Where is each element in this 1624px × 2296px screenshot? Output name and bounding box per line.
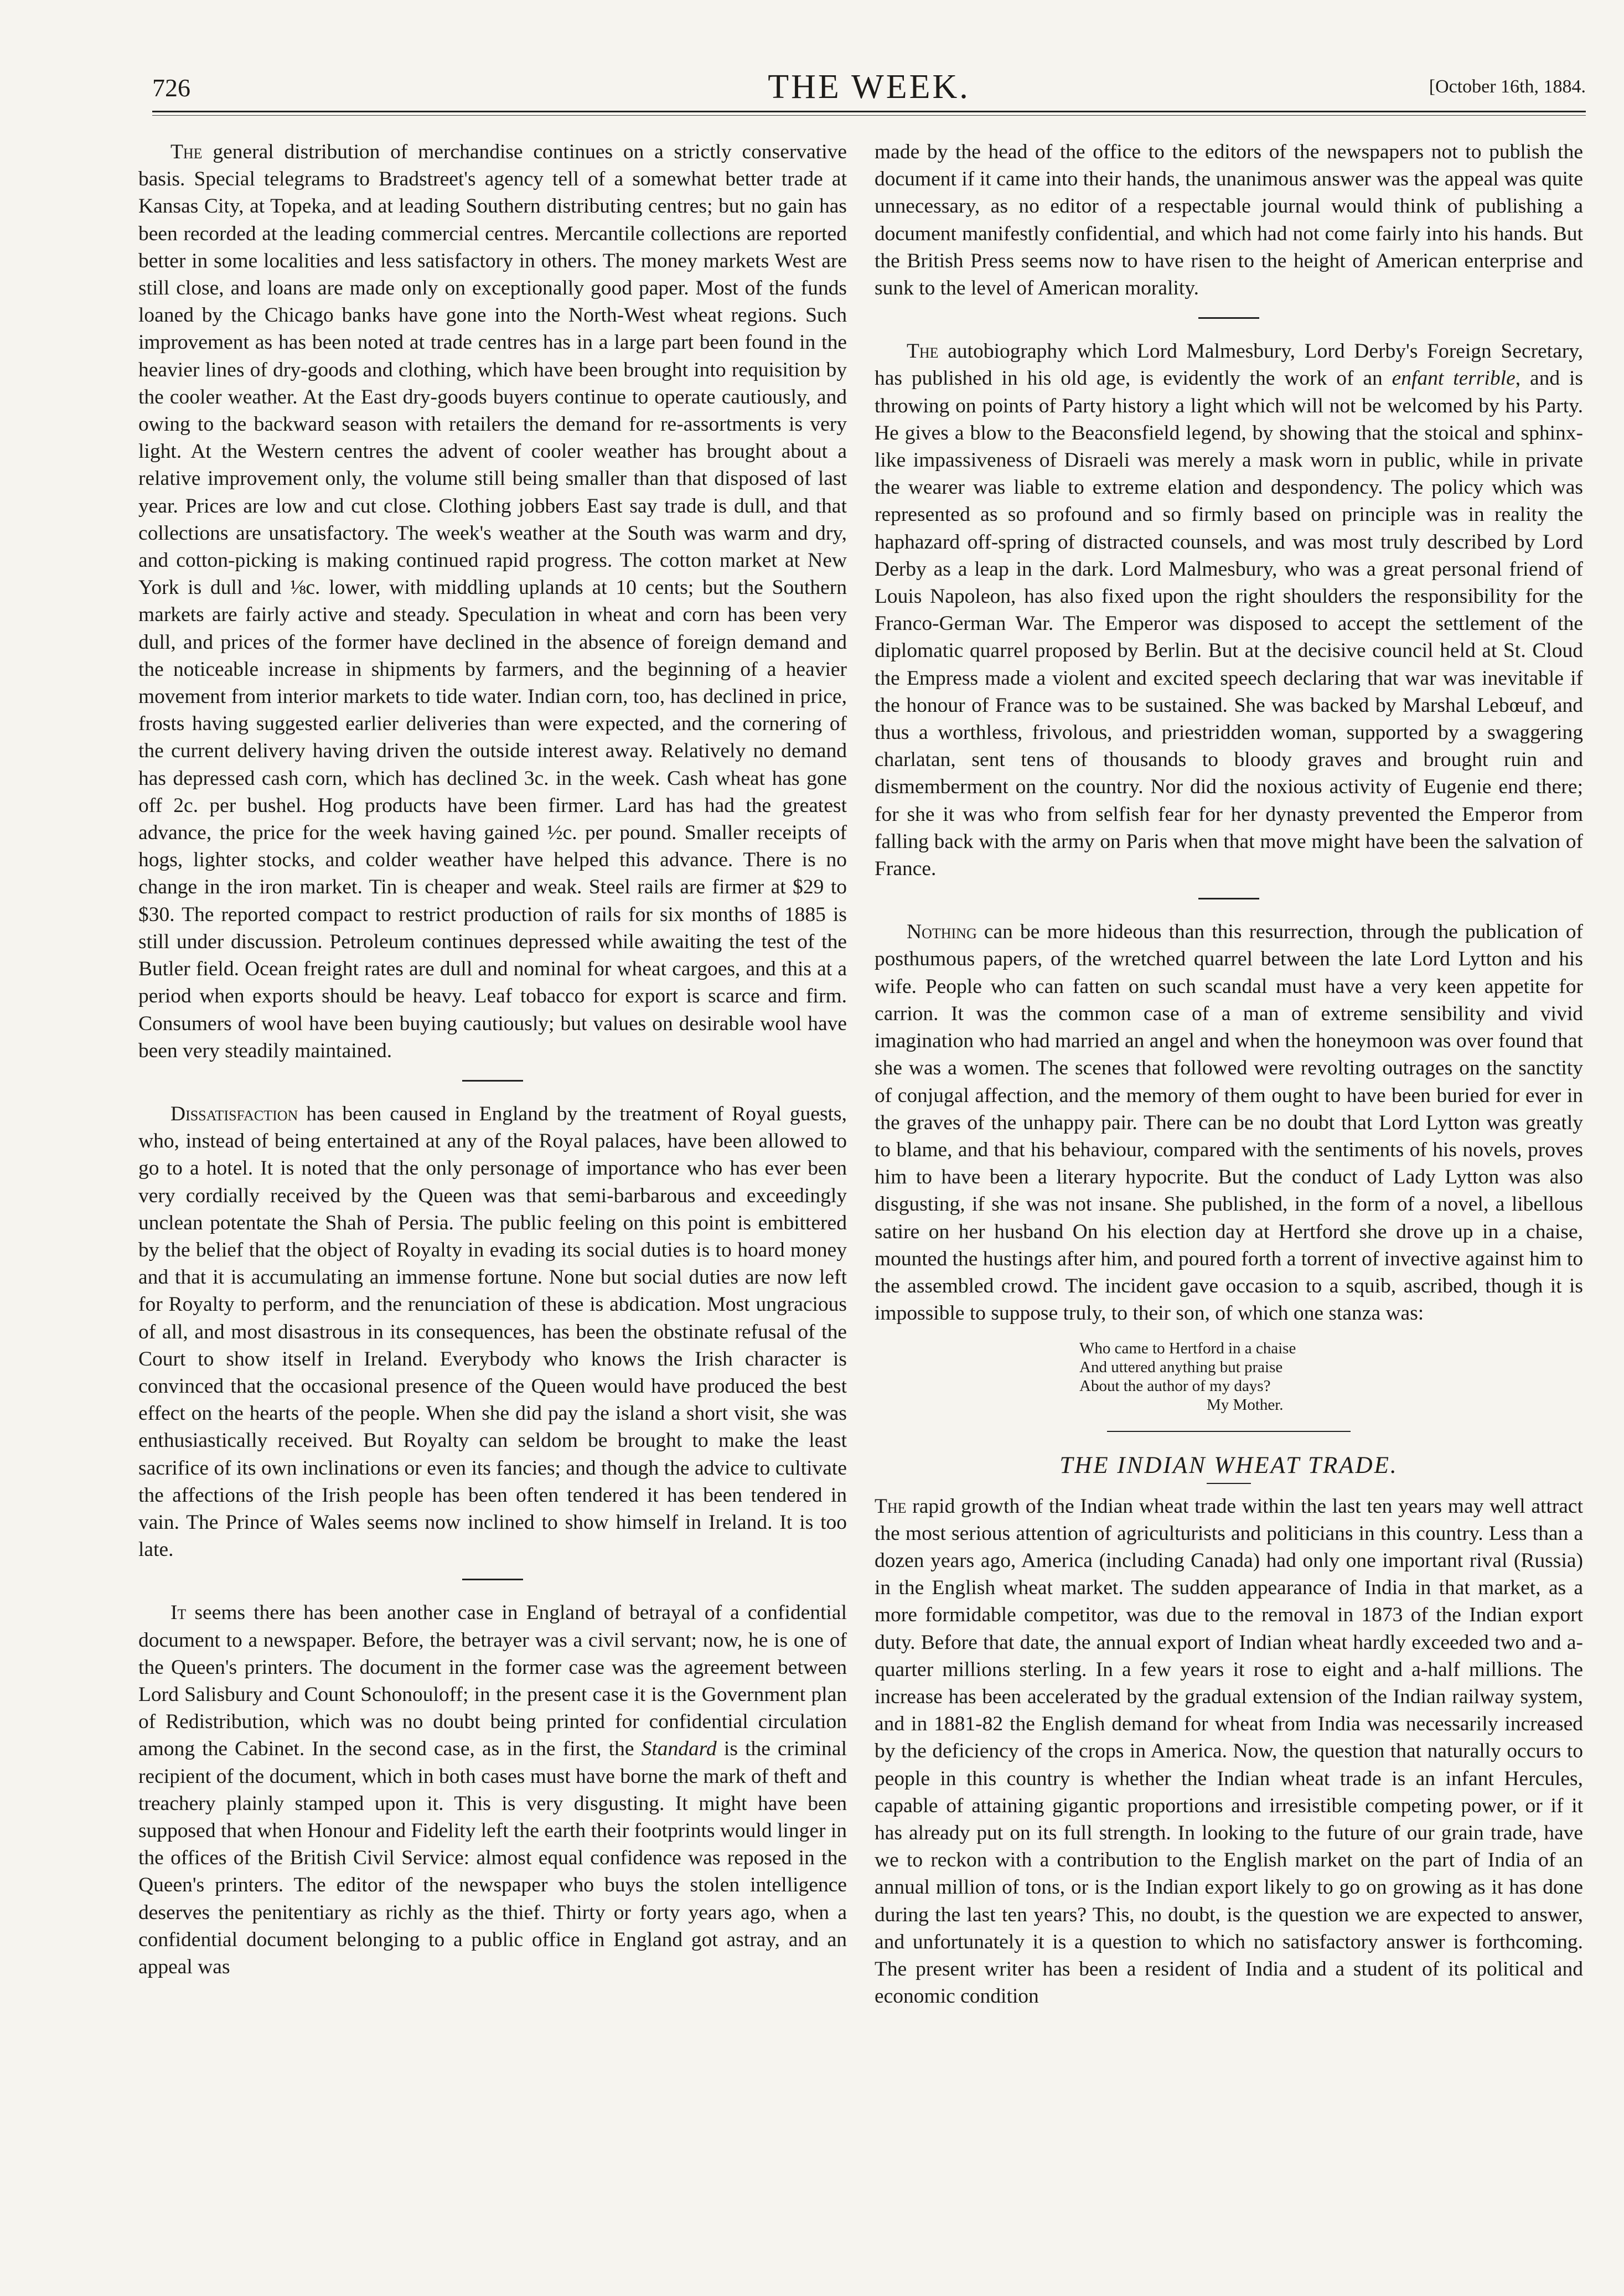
article-divider bbox=[1107, 1431, 1351, 1432]
paragraph-betrayal bbox=[138, 1599, 847, 1980]
publication-title: THE WEEK. bbox=[768, 68, 970, 106]
paragraph-text: seems there has been another case in England of betrayal of a confidential document to a newspaper. Before, the betrayer was a civil servant; now, he is one of the Queen's printers. The document in the former case was the agreement between Lord Salisbury and Count Schonouloff; in the present case it is the Government plan of Redistribution, which was no doubt being printed for confidential circulation among the Cabinet. In the second case, as in the first, the bbox=[138, 1601, 847, 1761]
lead-word: It bbox=[170, 1601, 187, 1625]
verse-stanza bbox=[1079, 1339, 1583, 1414]
paragraph-royal-guests bbox=[138, 1100, 847, 1563]
page-number: 726 bbox=[152, 74, 190, 102]
paragraph-lytton bbox=[875, 918, 1583, 1327]
verse-signature: My Mother. bbox=[1207, 1396, 1284, 1414]
verse-line: Who came to Hertford in a chaise bbox=[1079, 1340, 1296, 1358]
paragraph-betrayal-continued: made by the head of the office to the editors of the newspapers not to publish the document if it came into their hands, the unanimous answer was the appeal was quite unnecessary, as no editor of a respectable journal would think of publishing a document manifestly confidential, and which had not come fairly into his hands. But the British Press seems now to have risen to the height of American enterprise and sunk to the level of American morality. bbox=[875, 141, 1583, 300]
paragraph-malmesbury bbox=[875, 338, 1583, 882]
verse-line: About the author of my days? bbox=[1079, 1377, 1271, 1395]
lead-word: Nothing bbox=[907, 921, 977, 944]
page-header bbox=[152, 68, 1586, 112]
paragraph-merchandise bbox=[138, 138, 847, 1064]
lead-word: The bbox=[907, 340, 939, 363]
lead-word: The bbox=[875, 1495, 907, 1518]
paragraph-text: , and is throwing on points of Party history a light which will not be welcomed by his Party. He gives a blow to the Beaconsfield legend, by showing that the stoical and sphinx-like impassiveness of Disraeli was merely a mask worn in public, while in private the wearer was liable to extreme elation and despondency. The policy which was represented as so profound and so firmly based on principle was in reality the haphazard off-spring of distracted counsels, and was most truly described by Lord Derby as a leap in the dark. Lord Malmesbury, who was a great personal friend of Louis Napoleon, has also fixed upon the right shoulders the responsibility for the Franco-German War. The Emperor was disposed to accept the settlement of the diplomatic quarrel proposed by Berlin. But at the decisive council held at St. Cloud the Empress made a violent and excited speech declaring that war was inevitable if the honour of France was to be sustained. She was backed by Marshal Lebœuf, and thus a worthless, frivolous, and priestridden woman, supported by a swaggering charlatan, sent tens of thousands to bloody graves and brought ruin and dismemberment on the country. Nor did the noxious activity of Eugenie end there; for she it was who from selfish fear for her dynasty prevented the Emperor from falling back with the army on Paris when that move might have been the salvation of France. bbox=[875, 367, 1583, 881]
right-column bbox=[875, 138, 1583, 2010]
issue-date: [October 16th, 1884. bbox=[1429, 76, 1586, 97]
header-rule-thin bbox=[152, 115, 1586, 116]
newspaper-name: Standard bbox=[641, 1737, 717, 1761]
left-column bbox=[138, 138, 847, 1980]
header-rule bbox=[152, 111, 1586, 112]
paragraph-text: can be more hideous than this resurrection, through the publication of posthumous papers, of the wretched quarrel between the late Lord Lytton and his wife. People who can fatten on such scandal must have a very keen appetite for carrion. It was the common case of a man of extreme sensibility and vivid imagination who had married an angel and when the honeymoon was over found that she was a women. The scenes that followed were revolting outrages on the sanctity of conjugal affection, and the memory of them ought to have been buried for ever in the graves of the unhappy pair. There can be no doubt that Lord Lytton was greatly to blame, and that his behaviour, compared with the sentiments of his novels, proves him to have been a literary hypocrite. But the conduct of Lady Lytton was also disgusting, if she was not insane. She published, in the form of a novel, a libellous satire on her husband On his election day at Hertford she drove up in a chaise, mounted the hustings after him, and poured forth a torrent of invective against him to the assembled crowd. The incident gave occasion to a squib, ascribed, though it is impossible to suppose truly, to their son, of which one stanza was: bbox=[875, 921, 1583, 1325]
title-underline bbox=[1207, 1483, 1251, 1484]
lead-word: Dissatisfaction bbox=[170, 1102, 298, 1125]
section-divider bbox=[1198, 317, 1259, 319]
italic-phrase: enfant terrible bbox=[1392, 367, 1516, 390]
section-divider bbox=[1198, 898, 1259, 899]
paragraph-text: autobiography which Lord Malmesbury, Lord Derby's Foreign Secretary, has published in his old age, is evidently the work of an bbox=[875, 340, 1583, 390]
paragraph-text: rapid growth of the Indian wheat trade within the last ten years may well attract the most serious attention of agriculturists and politicians in this country. Less than a dozen years ago, America (including Canada) had only one important rival (Russia) in the English wheat market. The sudden appearance of India in that market, as a more formidable competitor, was due to the removal in 1873 of the Indian export duty. Before that date, the annual export of Indian wheat hardly exceeded two and a-quarter millions sterling. In a few years it rose to eight and a-half millions. The increase has been accelerated by the gradual extension of the Indian railway system, and in 1881-82 the English demand for wheat from India was necessarily increased by the deficiency of the crops in America. Now, the question that naturally occurs to people in this country is whether the Indian wheat trade is an infant Hercules, capable of attaining gigantic proportions and irresistible competing power, or if it has already put on its full strength. In looking to the future of our grain trade, have we to reckon with a contribution to the English market on the part of India of an annual million of tons, or is the Indian export likely to go on growing as it has done during the last ten years? This, no doubt, is the question we are expected to answer, and unfortunately it is a question to which no satisfactory answer is forthcoming. The present writer has been a resident of India and a student of its political and economic condition bbox=[875, 1495, 1583, 2008]
paragraph-indian-wheat bbox=[875, 1493, 1583, 2010]
verse-line: And uttered anything but praise bbox=[1079, 1358, 1283, 1377]
paragraph-text: has been caused in England by the treatment of Royal guests, who, instead of being entertained at any of the Royal palaces, have been allowed to go to a hotel. It is noted that the only personage of importance who has ever been very cordially received by the Queen was that semi-barbarous and exceedingly unclean potentate the Shah of Persia. The public feeling on this point is embittered by the belief that the object of Royalty in evading its social duties is to hoard money and that it is accumulating an immense fortune. None but social duties are now left for Royalty to perform, and the renunciation of these is abdication. Most ungracious of all, and most disastrous in its consequences, has been the obstinate refusal of the Court to show itself in Ireland. Everybody who knows the Irish character is convinced that the occasional presence of the Queen would have produced the best effect on the hearts of the people. When she did pay the island a short visit, she was enthusiastically received. But Royalty can seldom be brought to make the least sacrifice of its own inclinations or even its fancies; and though the advice to cultivate the affections of the Irish people has been often tendered it has been tendered in vain. The Prince of Wales seems now inclined to show himself in Ireland. It is too late. bbox=[138, 1102, 847, 1561]
paragraph-text: general distribution of merchandise continues on a strictly conservative basis. Special telegrams to Bradstreet's agency tell of a somewhat better trade at Kansas City, at Topeka, and at leading Southern distributing centres; but no gain has been recorded at the leading commercial centres. Mercantile collections are reported better in some localities and less satisfactory in others. The money markets West are still close, and loans are made only on exceptionally good paper. Most of the funds loaned by the Chicago banks have gone into the North-West wheat regions. Such improvement as has been noted at trade centres has in a large part been found in the heavier lines of dry-goods and clothing, which have been brought into requisition by the cooler weather. At the East dry-goods buyers continue to operate cautiously, and owing to the backward season with retailers the demand for re-assortments is very light. At the Western centres the advent of cooler weather has brought about a relative improvement only, the volume still being smaller than that disposed of last year. Prices are low and cut close. Clothing jobbers East say trade is dull, and that collections are unsatisfactory. The week's weather at the South was warm and dry, and cotton-picking is making continued rapid progress. The cotton market at New York is dull and ⅛c. lower, with middling uplands at 10 cents; but the Southern markets are fairly active and steady. Speculation in wheat and corn has been very dull, and prices of the former have declined in the absence of foreign demand and the noticeable increase in shipments by farmers, and the beginning of a heavier movement from interior markets to tide water. Indian corn, too, has declined in price, frosts having suggested earlier deliveries than were expected, and the cornering of the current delivery having driven the outside interest away. Relatively no demand has depressed cash corn, which has declined 3c. in the week. Cash wheat has gone off 2c. per bushel. Hog products have been firmer. Lard has had the greatest advance, the price for the week having gained ½c. per pound. Smaller receipts of hogs, lighter stocks, and colder weather have helped this advance. There is no change in the iron market. Tin is cheaper and weak. Steel rails are firmer at $29 to $30. The reported compact to restrict production of rails for six months of 1885 is still under discussion. Petroleum continues depressed while awaiting the test of the Butler field. Ocean freight rates are dull and nominal for wheat cargoes, and this at a period when exports should be heavy. Leaf tobacco for export is scarce and firm. Consumers of wool have been buying cautiously; but values on desirable wool have been very steadily maintained. bbox=[138, 141, 847, 1062]
section-divider bbox=[462, 1579, 523, 1580]
section-divider bbox=[462, 1080, 523, 1082]
paragraph-text: is the criminal recipient of the document, which in both cases must have borne the mark of theft and treachery plainly stamped upon it. This is very disgusting. It might have been supposed that when Honour and Fidelity left the earth their footprints would linger in the offices of the British Civil Service: almost equal confidence was reposed in the Queen's printers. The editor of the newspaper who buys the stolen intelligence deserves the penitentiary as richly as the thief. Thirty or forty years ago, when a confidential document belonging to a public office in England got astray, and an appeal was bbox=[138, 1737, 847, 1978]
article-title: THE INDIAN WHEAT TRADE. bbox=[1059, 1452, 1398, 1479]
lead-word: The bbox=[170, 141, 203, 163]
